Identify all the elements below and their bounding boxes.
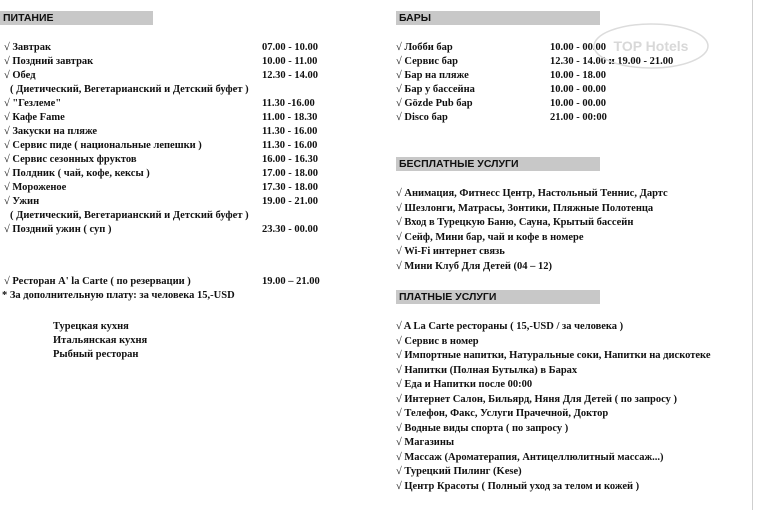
food-item-time: 17.30 - 18.00 [262,182,318,193]
food-item-label: √ "Гезлеме" [4,98,62,109]
bar-item-label: √ Лобби бар [396,42,453,53]
paid-service-item-label: √ Водные виды спорта ( по запросу ) [396,422,569,434]
bar-item-time: 10.00 - 18.00 [550,70,606,81]
alacarte-time: 19.00 – 21.00 [262,276,320,287]
cuisine-italian: Итальянская кухня [53,335,148,346]
food-item-time: 07.00 - 10.00 [262,42,318,53]
food-item-label: √ Полдник ( чай, кофе, кексы ) [4,168,150,179]
bar-item-time: 10.00 - 00.00 [550,42,606,53]
free-service-item-label: √ Мини Клуб Для Детей (04 – 12) [396,260,552,272]
free-service-item-label: √ Сейф, Мини бар, чай и кофе в номере [396,231,584,243]
food-item-time: 17.00 - 18.00 [262,168,318,179]
food-item-time: 19.00 - 21.00 [262,196,318,207]
svg-text:TOP Hotels: TOP Hotels [613,38,689,54]
extra-charge-note: * За дополнительную плату: за человека 15,-USD [2,290,235,301]
alacarte-label: √ Ресторан A' la Carte ( по резервации ) [4,276,191,287]
food-item-label: √ Закуски на пляже [4,126,98,137]
cuisine-fish: Рыбный ресторан [53,349,139,360]
bar-item-label: √ Сервис бар [396,56,458,67]
food-item-label: √ Сервис сезонных фруктов [4,154,137,165]
paid-service-item-label: √ Массаж (Ароматерапия, Антицеллюлитный массаж...) [396,451,664,463]
food-item-time: 11.30 - 16.00 [262,140,318,151]
food-item-time: 11.00 - 18.30 [262,112,318,123]
food-item-time: 11.30 - 16.00 [262,126,318,137]
bar-item-label: √ Бар у бассейна [396,84,475,95]
tophotels-watermark-logo [592,22,710,70]
bar-item-time: 10.00 - 00.00 [550,98,606,109]
free-services-header: БЕСПЛАТНЫЕ УСЛУГИ [396,157,600,171]
paid-service-item-label: √ Сервис в номер [396,335,479,347]
food-item-label: ( Диетический, Вегетарианский и Детский буфет ) [10,210,249,221]
paid-service-item-label: √ Турецкий Пилинг (Kese) [396,466,522,477]
bar-item-label: √ Gözde Pub бар [396,98,473,109]
food-item-label: √ Поздний завтрак [4,56,94,67]
paid-service-item-label: √ A La Carte рестораны ( 15,-USD / за человека ) [396,321,624,332]
food-item-time: 16.00 - 16.30 [262,154,318,165]
food-item-label: ( Диетический, Вегетарианский и Детский буфет ) [10,84,249,95]
bar-item-time: 12.30 - 14.00 и 19.00 - 21.00 [550,56,674,67]
food-item-time: 11.30 -16.00 [262,98,315,109]
bar-item-label: √ Disco бар [396,112,448,123]
bar-item-time: 10.00 - 00.00 [550,84,606,95]
paid-service-item-label: √ Телефон, Факс, Услуги Прачечной, Доктор [396,408,609,419]
food-item-label: √ Кафе Fame [4,112,65,123]
food-section-header: ПИТАНИЕ [0,11,153,25]
page-border-line [752,0,753,510]
food-item-label: √ Ужин [4,196,40,207]
free-service-item-label: √ Wi-Fi интернет связь [396,246,505,257]
alacarte-row [4,275,324,289]
bars-section-header: БАРЫ [396,11,600,25]
free-service-item-label: √ Вход в Турецкую Баню, Сауна, Крытый бассейн [396,217,634,228]
free-service-item-label: √ Шезлонги, Матрасы, Зонтики, Пляжные Полотенца [396,202,654,214]
paid-service-item-label: √ Импортные напитки, Натуральные соки, Напитки на дискотеке [396,350,711,361]
food-item-label: √ Сервис пиде ( национальные лепешки ) [4,140,202,151]
food-item-label: √ Завтрак [4,42,52,53]
food-item-time: 23.30 - 00.00 [262,224,318,235]
paid-service-item-label: √ Еда и Напитки после 00:00 [396,379,533,390]
paid-service-item-label: √ Напитки (Полная Бутылка) в Барах [396,364,578,376]
bar-item-label: √ Бар на пляже [396,70,469,81]
paid-service-item-label: √ Магазины [396,437,455,448]
cuisine-turkish: Турецкая кухня [53,321,129,332]
bar-item-time: 21.00 - 00:00 [550,112,607,123]
paid-services-header: ПЛАТНЫЕ УСЛУГИ [396,290,600,304]
food-item-label: √ Мороженое [4,182,67,193]
food-item-time: 10.00 - 11.00 [262,56,318,67]
paid-service-item-label: √ Центр Красоты ( Полный уход за телом и кожей ) [396,480,640,492]
food-item-label: √ Обед [4,70,36,81]
paid-service-item-label: √ Интернет Салон, Бильярд, Няня Для Детей ( по запросу ) [396,393,678,405]
food-item-time: 12.30 - 14.00 [262,70,318,81]
food-item-label: √ Поздний ужин ( суп ) [4,224,112,235]
free-service-item-label: √ Анимация, Фитнесс Центр, Настольный Теннис, Дартс [396,188,668,199]
